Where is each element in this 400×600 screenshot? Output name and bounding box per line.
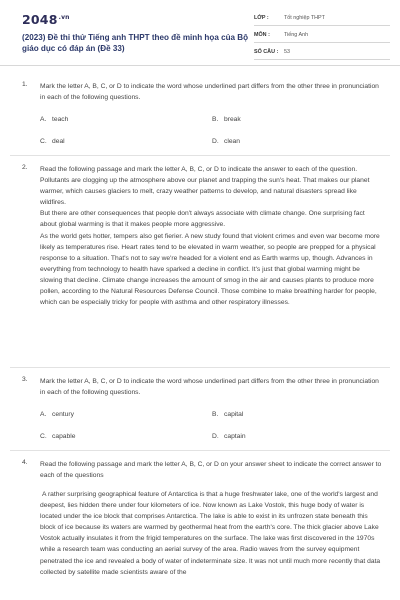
option-letter: D. bbox=[212, 138, 219, 145]
logo-text: 2048 bbox=[22, 12, 58, 27]
question-prompt: Mark the letter A, B, C, or D to indicate the word whose underlined part differs from the other three in pronunciation in each of the following questions. bbox=[40, 83, 379, 101]
question-passage-block bbox=[40, 164, 382, 308]
question-prompt: Read the following passage and mark the letter A, B, C, or D to indicate the answer to each of the question. bbox=[40, 166, 358, 173]
option-b[interactable] bbox=[212, 116, 241, 123]
document-meta bbox=[254, 14, 390, 65]
meta-label-count: SỐ CÂU : bbox=[254, 49, 279, 55]
question-prompt: Read the following passage and mark the letter A, B, C, or D on your answer sheet to indicate the correct answer to each of the questions bbox=[40, 461, 382, 479]
logo-suffix: .vn bbox=[58, 13, 70, 21]
question-number: 1. bbox=[22, 81, 28, 88]
question-prompt: Mark the letter A, B, C, or D to indicate the word whose underlined part differs from the other three in pronunciation in each of the following questions. bbox=[40, 378, 379, 396]
option-letter: C. bbox=[40, 433, 47, 440]
option-a[interactable] bbox=[40, 411, 74, 418]
option-letter: D. bbox=[212, 433, 219, 440]
option-text: century bbox=[52, 411, 74, 418]
question-1 bbox=[0, 81, 400, 151]
question-divider bbox=[10, 450, 390, 451]
passage-paragraph: But there are other consequences that people don't always associate with climate change. One surprising fact about global warming is that it makes people more aggressive. bbox=[40, 210, 365, 229]
option-letter: B. bbox=[212, 116, 219, 123]
question-2 bbox=[0, 164, 400, 359]
option-text: break bbox=[224, 116, 241, 123]
option-a[interactable] bbox=[40, 116, 68, 123]
meta-value-grade: Tốt nghiệp THPT bbox=[284, 15, 325, 21]
meta-label-grade: LỚP : bbox=[254, 15, 269, 21]
passage-paragraph: A rather surprising geographical feature of Antarctica is that a huge freshwater lake, one of the world's largest and deepest, lies hidden there under four kilometers of ice. Now known as Lake Vostok, this huge body of water is located under the ice block that comprises Antarctica. The lake is able to exist in its unfrozen state beneath this block of ice because its waters are warmed by geothermal heat from the earth's core. The thick glacier above Lake Vostok actually insulates it from the frigid temperatures on the surface. The lake was first discovered in the 1970s while a research team was conducting an aerial survey of the area. Radio waves from the survey equipment penetrated the ice and revealed a body of water of indeterminate size. It was not until much more recently that data collected by satellite made scientists aware of the bbox=[40, 491, 381, 576]
question-number: 2. bbox=[22, 164, 28, 171]
meta-value-subject: Tiếng Anh bbox=[284, 32, 309, 38]
option-text: clean bbox=[224, 138, 240, 145]
passage-paragraph: Pollutants are clogging up the atmosphere above our planet and trapping the sun's heat. That makes our planet warmer, which causes glaciers to melt, crazy weather patterns to develop, and natural disasters spread like wildfires. bbox=[40, 177, 370, 207]
option-c[interactable] bbox=[40, 138, 65, 145]
question-number: 3. bbox=[22, 376, 28, 383]
page-header bbox=[0, 0, 400, 66]
option-c[interactable] bbox=[40, 433, 75, 440]
site-logo[interactable] bbox=[22, 12, 70, 27]
option-letter: B. bbox=[212, 411, 219, 418]
question-4 bbox=[0, 459, 400, 600]
option-text: capable bbox=[52, 433, 76, 440]
question-number: 4. bbox=[22, 459, 28, 466]
option-text: capital bbox=[224, 411, 244, 418]
option-text: deal bbox=[52, 138, 65, 145]
option-text: captain bbox=[224, 433, 246, 440]
meta-value-count: 53 bbox=[284, 49, 290, 55]
question-3 bbox=[0, 376, 400, 446]
option-letter: A. bbox=[40, 116, 47, 123]
question-divider bbox=[10, 367, 390, 368]
meta-row-subject bbox=[254, 31, 390, 43]
passage-paragraph: As the world gets hotter, tempers also get fierier. A new study found that violent crimes and even war become more likely as temperatures rise. Heart rates tend to be elevated in warm weather, so people are prepped for a physical response to a situation. That's not to say we're headed for a violent end as Earth warms up, though. Advances in everything from technology to health have sparked a decline in conflict. It's just that global warming might be slowing that decline. Climate change increases the amount of smog in the air and causes plants to produce more pollen, according to the Natural Resources Defense Council. Those combine to make breathing harder for people, which can be especially tricky for people with asthma and other respiratory illnesses. bbox=[40, 232, 380, 307]
option-text: teach bbox=[52, 116, 69, 123]
question-divider bbox=[10, 155, 390, 156]
option-letter: A. bbox=[40, 411, 47, 418]
meta-row-grade bbox=[254, 14, 390, 26]
option-d[interactable] bbox=[212, 433, 246, 440]
meta-label-subject: MÔN : bbox=[254, 32, 270, 38]
document-title: (2023) Đề thi thử Tiếng anh THPT theo đề minh họa của Bộ giáo dục có đáp án (Đề 33) bbox=[22, 33, 249, 53]
meta-row-count bbox=[254, 48, 390, 60]
option-letter: C. bbox=[40, 138, 47, 145]
option-d[interactable] bbox=[212, 138, 240, 145]
option-b[interactable] bbox=[212, 411, 243, 418]
